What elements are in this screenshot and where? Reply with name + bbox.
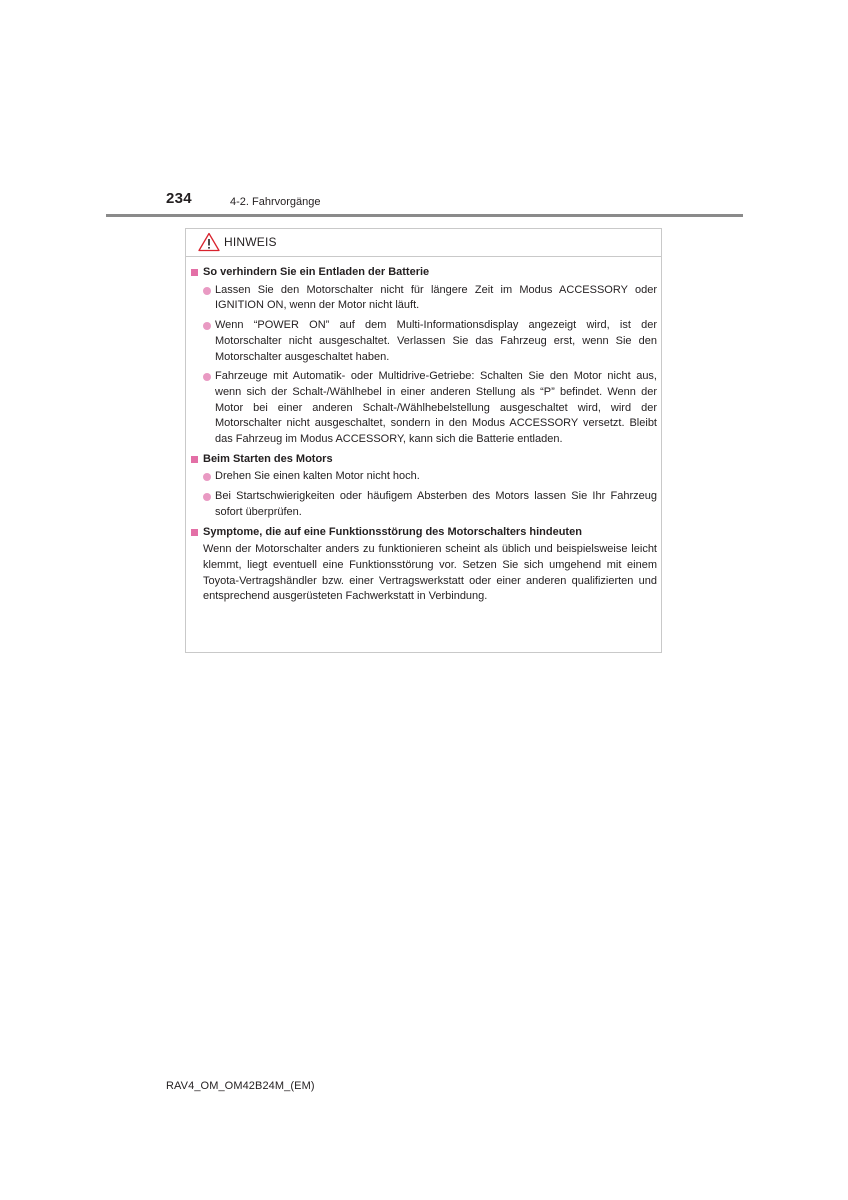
list-item-text: Lassen Sie den Motorschalter nicht für längere Zeit im Modus ACCESSORY oder IGNITION ON, wenn der Motor nicht läuft. [215,283,657,312]
section-heading [190,265,656,281]
round-bullet-icon [203,473,211,481]
round-bullet-icon [203,493,211,501]
round-bullet-icon [203,373,211,381]
list-item-text: Bei Startschwierigkeiten oder häufigem Absterben des Motors lassen Sie Ihr Fahrzeug sofort überprüfen. [215,490,657,518]
section-heading-text: So verhindern Sie ein Entladen der Batterie [203,266,430,278]
section-heading [190,525,656,541]
list-item [190,283,657,314]
list-item [190,318,657,365]
section-starting [190,452,656,521]
section-symptoms [190,525,656,606]
warning-triangle-icon [198,232,220,252]
notice-box [185,228,662,653]
section-title: 4-2. Fahrvorgänge [230,196,321,208]
section-heading [190,452,656,468]
list-item [190,489,657,520]
list-item [190,369,657,448]
list-item-text: Drehen Sie einen kalten Motor nicht hoch. [215,470,420,483]
square-bullet-icon [191,269,198,276]
list-item [190,469,657,485]
notice-header [186,229,661,257]
square-bullet-icon [191,529,198,536]
section-paragraph: Wenn der Motorschalter anders zu funktionieren scheint als üblich und beispielsweise leicht klemmt, liegt eventuell eine Funktionsstörung vor. Setzen Sie sich umgehend mit einem Toyota-Vertragshändler bzw. einer Vertragswerkstatt oder einer anderen qualifizierten und entsprechend ausgerüsteten Fachwerkstatt in Verbindung. [203,543,657,603]
square-bullet-icon [191,456,198,463]
section-heading-text: Symptome, die auf eine Funktionsstörung des Motorschalters hindeuten [203,525,582,538]
round-bullet-icon [203,287,211,295]
footer-code: RAV4_OM_OM42B24M_(EM) [166,1080,315,1092]
notice-title: HINWEIS [224,235,277,249]
notice-body [190,265,656,607]
list-item-text: Fahrzeuge mit Automatik- oder Multidrive-Getriebe: Schalten Sie den Motor nicht aus, wenn sich der Schalt-/Wählhebel in einer anderen Stellung als “P” befindet. Wenn der Motor bei einer anderen Schalt-/Wählhebelstellung ausgeschaltet wird, wird der Motorschalter nicht ausgeschaltet, sondern in den Modus ACCESSORY versetzt. Bleibt das Fahrzeug im Modus ACCESSORY, kann sich die Batterie entladen. [215,370,657,446]
list-item-text: Wenn “POWER ON” auf dem Multi-Informationsdisplay angezeigt wird, ist der Motorschalter nicht ausgeschaltet. Verlassen Sie das Fahrzeug erst, wenn Sie den Motorschalter ausgeschaltet haben. [215,319,657,363]
page-number: 234 [166,190,192,207]
header-rule [106,214,743,217]
section-heading-text: Beim Starten des Motors [203,452,333,465]
round-bullet-icon [203,322,211,330]
section-battery [190,265,656,448]
